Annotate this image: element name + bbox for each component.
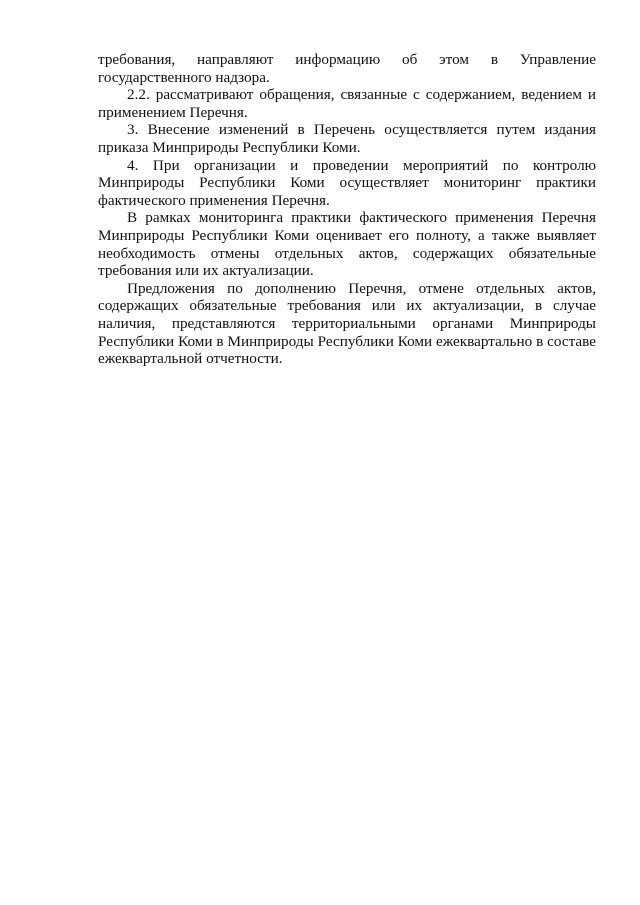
paragraph-proposals: Предложения по дополнению Перечня, отмене отдельных актов, содержащих обязательные требования или их актуализации, в случае наличия, представляются территориальными органами Минприроды Республики Коми в Минприроды Республики Коми ежеквартально в составе ежеквартальной отчетности. xyxy=(98,279,596,368)
paragraph-2-2: 2.2. рассматривают обращения, связанные с содержанием, ведением и применением Перечня. xyxy=(98,86,596,121)
document-body xyxy=(98,51,596,368)
paragraph-4: 4. При организации и проведении мероприятий по контролю Минприроды Республики Коми осуществляет мониторинг практики фактического применения Перечня. xyxy=(98,156,596,209)
paragraph-3: 3. Внесение изменений в Перечень осуществляется путем издания приказа Минприроды Республики Коми. xyxy=(98,121,596,156)
paragraph-monitoring: В рамках мониторинга практики фактического применения Перечня Минприроды Республики Коми оценивает его полноту, а также выявляет необходимость отмены отдельных актов, содержащих обязательные требования или их актуализации. xyxy=(98,209,596,280)
paragraph-continuation: требования, направляют информацию об этом в Управление государственного надзора. xyxy=(98,51,596,86)
